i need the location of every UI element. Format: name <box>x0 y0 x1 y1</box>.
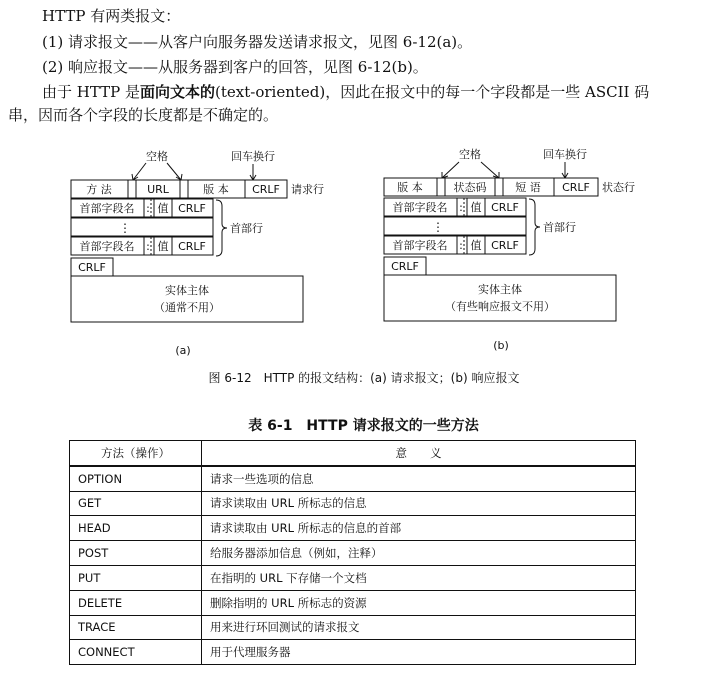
method-cell: TRACE <box>70 615 202 640</box>
b-value-2: 值 <box>470 239 482 252</box>
b-colon-1: : <box>459 201 463 214</box>
text-oriented-paragraph-cont: 串，因而各个字段的长度都是不确定的。 <box>8 106 279 124</box>
meaning-cell: 请求读取由 URL 所标志的信息的首部 <box>202 516 636 541</box>
p4-pre: 由于 HTTP 是 <box>42 83 140 101</box>
method-cell: CONNECT <box>70 640 202 665</box>
table-row <box>70 516 636 541</box>
meaning-cell: 请求一些选项的信息 <box>202 466 636 491</box>
method-cell: PUT <box>70 565 202 590</box>
meaning-cell: 给服务器添加信息（例如，注释） <box>202 541 636 566</box>
b-entity-body-note: （有些响应报文不用） <box>445 300 555 313</box>
b-crlf-label: 回车换行 <box>543 148 587 161</box>
table-title: 表 6-1 HTTP 请求报文的一些方法 <box>248 418 479 434</box>
a-method-field: 方 法 <box>86 183 112 196</box>
a-crlf-blank-line: CRLF <box>78 261 106 274</box>
header-meaning: 意 义 <box>202 441 636 466</box>
response-message-diagram <box>384 147 635 352</box>
p4-post: (text-oriented)，因此在报文中的每一个字段都是一些 ASCII 码 <box>215 83 650 101</box>
b-header-lines-label: 首部行 <box>543 221 576 234</box>
b-tag: (b) <box>493 339 509 352</box>
b-crlf-field: CRLF <box>562 181 590 194</box>
a-crlf-label: 回车换行 <box>231 150 275 163</box>
a-colon-2: : <box>146 240 150 253</box>
table-row <box>70 615 636 640</box>
table-row <box>70 590 636 615</box>
a-value-1: 值 <box>157 202 169 215</box>
method-cell: OPTION <box>70 466 202 491</box>
b-version-field: 版 本 <box>397 181 423 194</box>
meaning-cell: 用来进行环回测试的请求报文 <box>202 615 636 640</box>
a-tag: (a) <box>175 344 191 357</box>
table-row <box>70 640 636 665</box>
table-row <box>70 466 636 491</box>
b-phrase-field: 短 语 <box>515 181 541 194</box>
method-cell: HEAD <box>70 516 202 541</box>
intro-heading: HTTP 有两类报文： <box>42 7 181 25</box>
b-crlf-2: CRLF <box>491 239 519 252</box>
a-colon-1: : <box>146 202 150 215</box>
table-row <box>70 565 636 590</box>
table-row <box>70 541 636 566</box>
header-method: 方法（操作） <box>70 441 202 466</box>
a-header-lines-label: 首部行 <box>230 222 263 235</box>
b-header-name-1: 首部字段名 <box>392 201 448 214</box>
b-colon-2: : <box>459 239 463 252</box>
b-status-code-field: 状态码 <box>453 181 487 194</box>
meaning-cell: 删除指明的 URL 所标志的资源 <box>202 590 636 615</box>
method-cell: POST <box>70 541 202 566</box>
table-header-row <box>70 441 636 466</box>
a-request-line-label: 请求行 <box>291 183 324 196</box>
method-cell: GET <box>70 491 202 516</box>
b-header-name-2: 首部字段名 <box>392 239 448 252</box>
meaning-cell: 在指明的 URL 下存储一个文档 <box>202 565 636 590</box>
b-space-label: 空格 <box>459 148 481 161</box>
b-crlf-blank-line: CRLF <box>391 260 419 273</box>
b-entity-body: 实体主体 <box>478 283 522 296</box>
b-crlf-1: CRLF <box>491 201 519 214</box>
a-ellipsis: ⋮ <box>119 221 131 235</box>
a-version-field: 版 本 <box>203 183 229 196</box>
meaning-cell: 用于代理服务器 <box>202 640 636 665</box>
p4-bold: 面向文本的 <box>140 83 216 101</box>
a-crlf-1: CRLF <box>178 202 206 215</box>
a-header-name-1: 首部字段名 <box>79 202 135 215</box>
a-space-label: 空格 <box>146 150 168 163</box>
a-header-name-2: 首部字段名 <box>79 240 135 253</box>
a-crlf-field: CRLF <box>252 183 280 196</box>
figure-caption: 图 6-12 HTTP 的报文结构：(a) 请求报文；(b) 响应报文 <box>208 371 520 385</box>
a-entity-body: 实体主体 <box>165 284 209 297</box>
request-message-item: (1) 请求报文——从客户向服务器发送请求报文，见图 6-12(a)。 <box>42 33 473 51</box>
meaning-cell: 请求读取由 URL 所标志的信息 <box>202 491 636 516</box>
a-entity-body-note: （通常不用） <box>154 301 220 314</box>
http-methods-table <box>69 440 636 665</box>
table-row <box>70 491 636 516</box>
request-message-diagram <box>71 149 324 357</box>
response-message-item: (2) 响应报文——从服务器到客户的回答，见图 6-12(b)。 <box>42 58 428 76</box>
b-ellipsis: ⋮ <box>432 220 444 234</box>
method-cell: DELETE <box>70 590 202 615</box>
a-url-field: URL <box>147 183 169 196</box>
b-status-line-label: 状态行 <box>602 181 635 194</box>
a-value-2: 值 <box>157 240 169 253</box>
b-value-1: 值 <box>470 201 482 214</box>
a-crlf-2: CRLF <box>178 240 206 253</box>
